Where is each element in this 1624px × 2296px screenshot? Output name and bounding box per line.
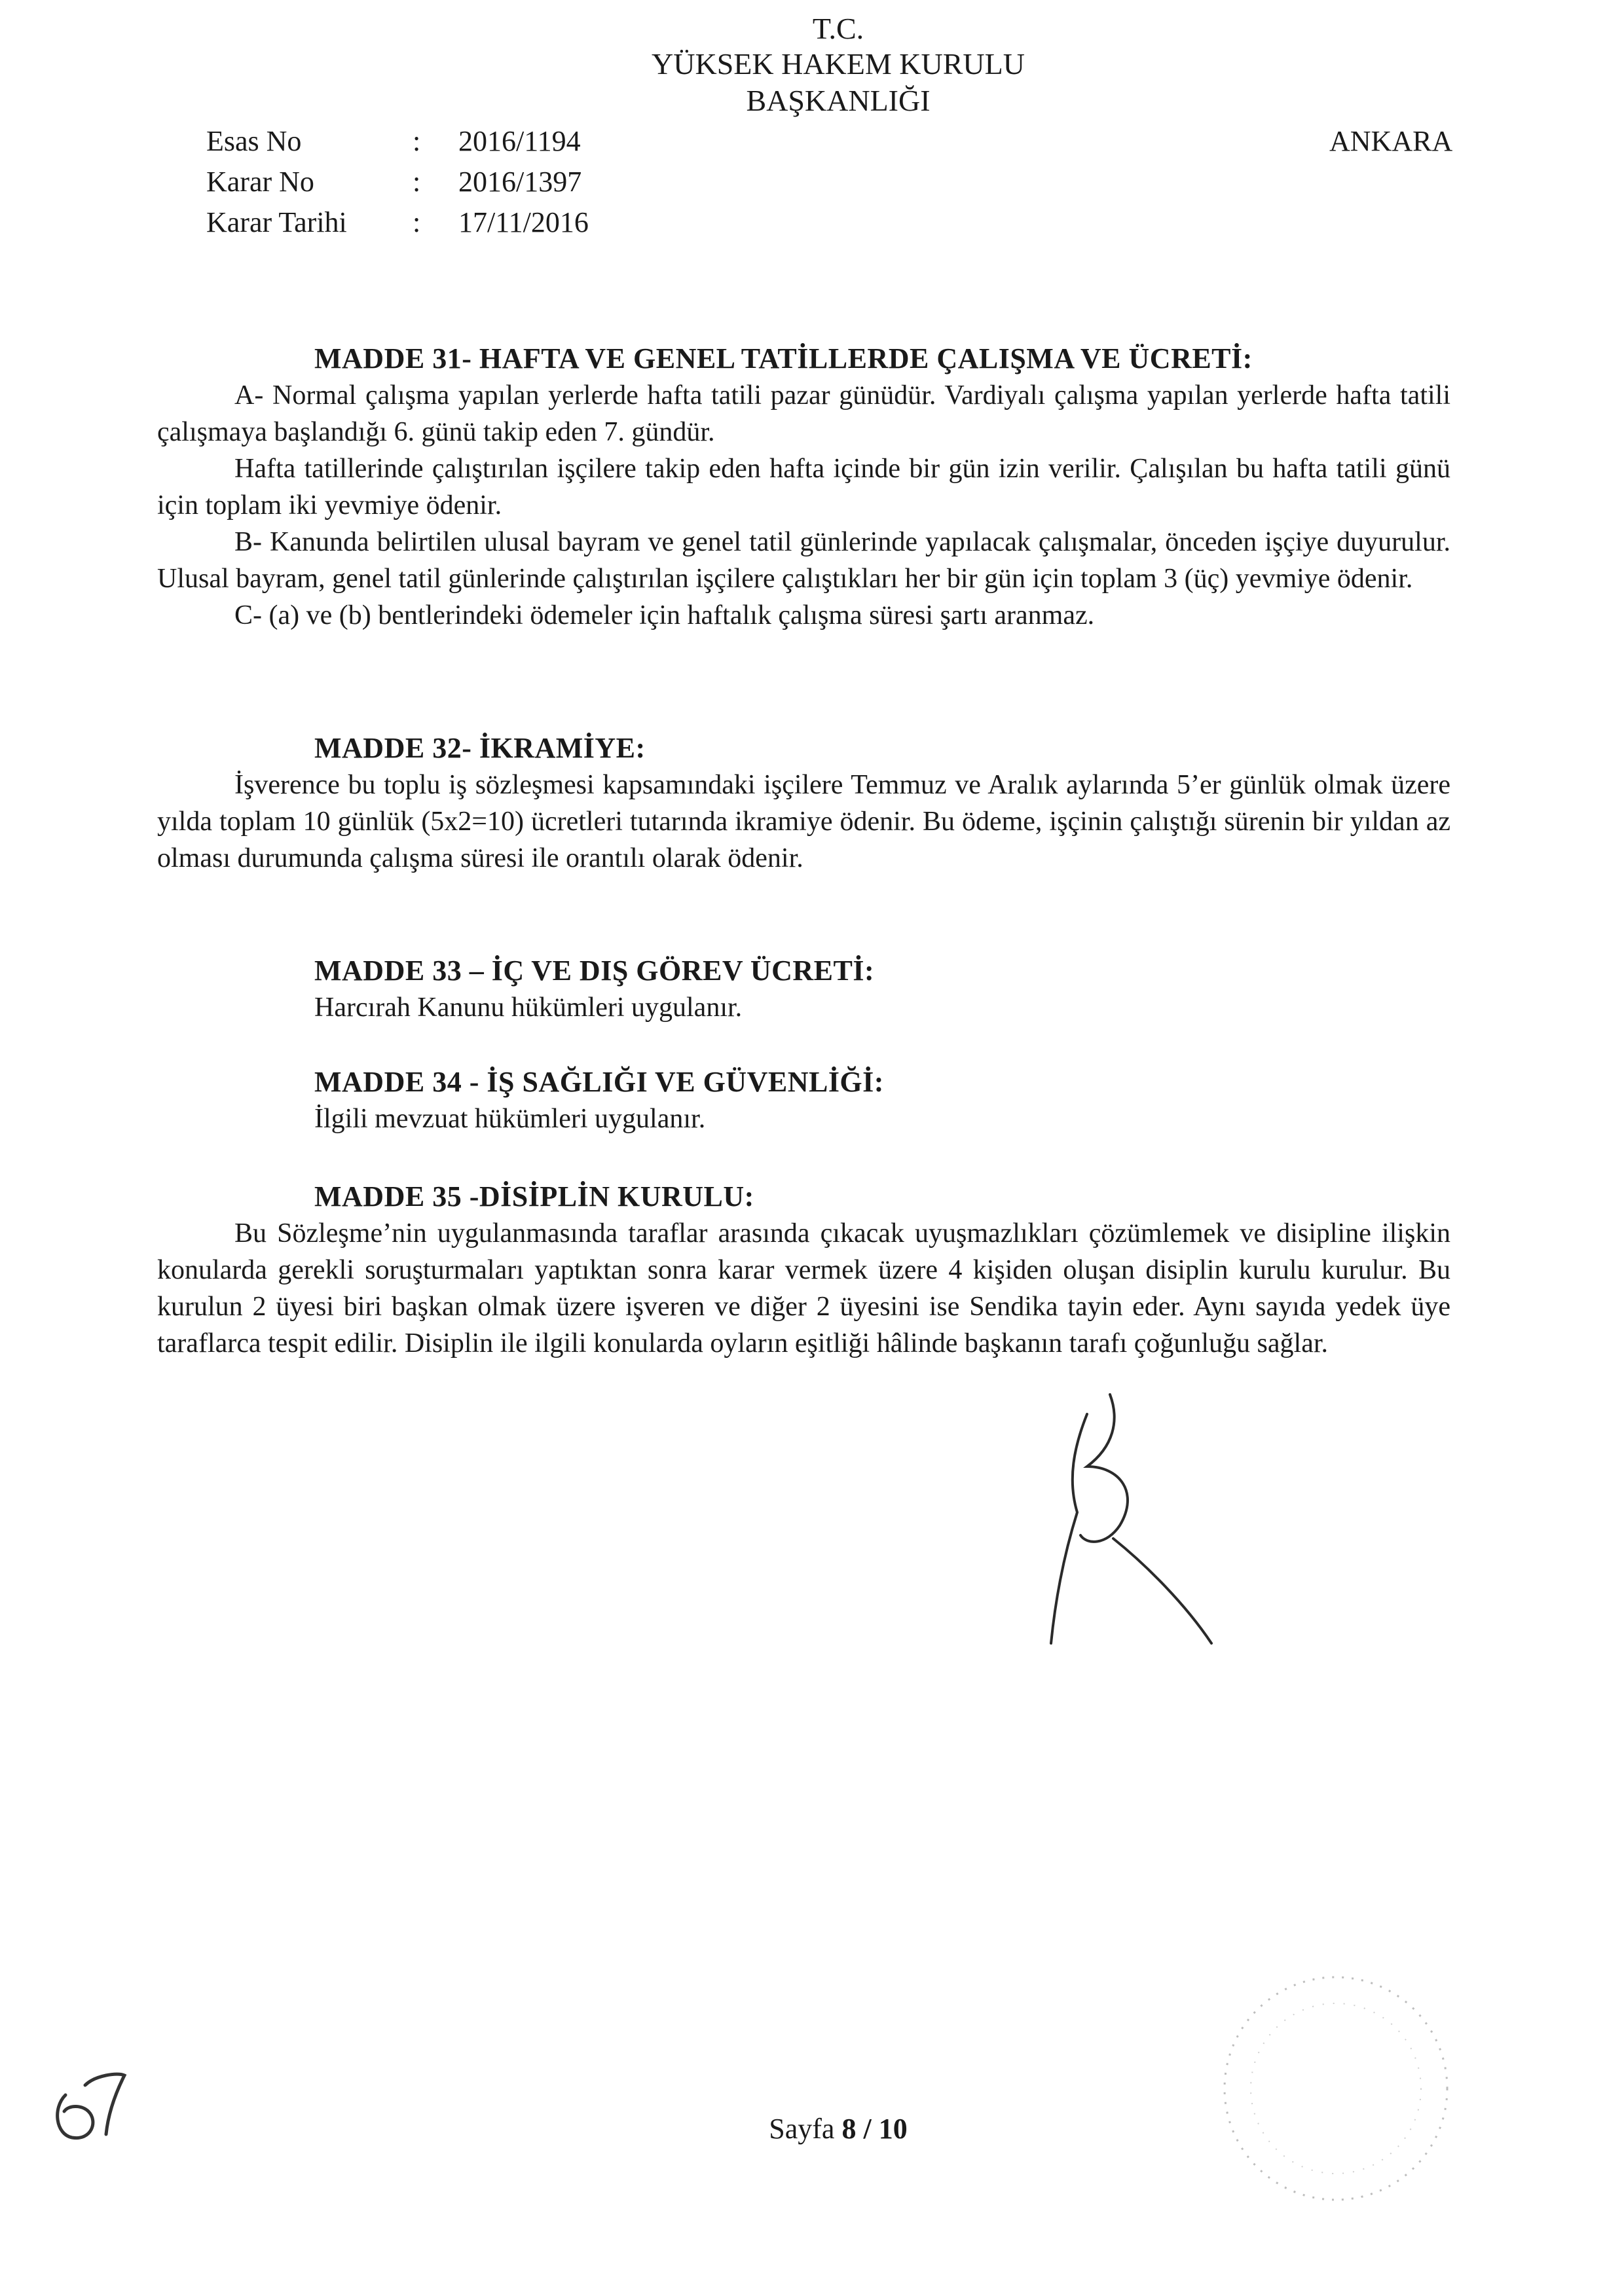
- paragraph: B- Kanunda belirtilen ulusal bayram ve genel tatil günlerinde yapılacak çalışmalar, önceden işçiye duyurulur. Ulusal bayram, genel tatil günlerinde çalıştırılan işçilere çalıştıkları her bir gün için toplam 3 (üç) yevmiye ödenir.: [157, 527, 1450, 594]
- paragraph: Harcırah Kanunu hükümleri uygulanır.: [314, 993, 743, 1023]
- paragraph: A- Normal çalışma yapılan yerlerde hafta tatili pazar günüdür. Vardiyalı çalışma yapılan yerlerde hafta tatili çalışmaya başlandığı 6. günü takip eden 7. gündür.: [157, 380, 1450, 447]
- paragraph: Bu Sözleşme’nin uygulanmasında taraflar arasında çıkacak uyuşmazlıkları çözümlemek ve disipline ilişkin konularda gerekli soruşturmaları yaptıktan sonra karar vermek üzere 4 kişiden oluşan disiplin kurulu kurulur. Bu kurulun 2 üyesi biri başkan olmak üzere işveren ve diğer 2 üyesini ise Sendika tayin eder. Aynı sayıda yedek üye taraflarca tespit edilir. Disiplin ile ilgili konularda oyların eşitliği hâlinde başkanın tarafı çoğunluğu sağlar.: [157, 1218, 1450, 1358]
- meta-label: Karar No: [206, 166, 314, 198]
- paragraph: Hafta tatillerinde çalıştırılan işçilere takip eden hafta içinde bir gün izin verilir. Çalışılan bu hafta tatili günü için toplam iki yevmiye ödenir.: [157, 454, 1450, 520]
- section-madde-33: [314, 953, 1450, 1026]
- section-title: MADDE 34 - İŞ SAĞLIĞI VE GÜVENLİĞİ:: [314, 1066, 884, 1098]
- city-label: ANKARA: [1329, 125, 1453, 157]
- page-sep: /: [863, 2113, 872, 2145]
- section-madde-31: [157, 340, 1450, 634]
- page-current: 8: [841, 2113, 857, 2145]
- meta-row-esas: [206, 121, 589, 162]
- meta-label: Karar Tarihi: [206, 206, 347, 238]
- signature-mark: [1048, 1394, 1231, 1656]
- page-prefix: Sayfa: [769, 2113, 835, 2145]
- section-madde-35: [157, 1178, 1450, 1362]
- section-title: MADDE 33 – İÇ VE DIŞ GÖREV ÜCRETİ:: [314, 955, 875, 987]
- paragraph: C- (a) ve (b) bentlerindeki ödemeler için haftalık çalışma süresi şartı aranmaz.: [234, 600, 1095, 630]
- section-title: MADDE 31- HAFTA VE GENEL TATİLLERDE ÇALIŞMA VE ÜCRETİ:: [314, 342, 1253, 374]
- meta-row-karar: [206, 162, 589, 202]
- meta-label: Esas No: [206, 125, 302, 157]
- case-meta: [206, 121, 589, 243]
- section-title: MADDE 32- İKRAMİYE:: [314, 732, 646, 764]
- meta-row-tarih: [206, 202, 589, 243]
- meta-colon: :: [413, 125, 421, 157]
- page-number: [0, 2112, 1624, 2145]
- meta-value: 17/11/2016: [458, 206, 589, 238]
- meta-colon: :: [413, 166, 421, 198]
- meta-value: 2016/1397: [458, 166, 582, 198]
- meta-colon: :: [413, 206, 421, 238]
- section-madde-32: [157, 730, 1450, 877]
- meta-value: 2016/1194: [458, 125, 581, 157]
- paragraph: İşverence bu toplu iş sözleşmesi kapsamındaki işçilere Temmuz ve Aralık aylarında 5’er günlük olmak üzere yılda toplam 10 günlük (5x2=10) ücretleri tutarında ikramiye ödenir. Bu ödeme, işçinin çalıştığı sürenin bir yıldan az olması durumunda çalışma süresi ile orantılı olarak ödenir.: [157, 770, 1450, 873]
- page-total: 10: [878, 2113, 908, 2145]
- header-presidency: BAŞKANLIĞI: [746, 84, 931, 117]
- section-madde-34: [314, 1064, 1450, 1137]
- header-institution: YÜKSEK HAKEM KURULU: [652, 47, 1025, 81]
- faint-stamp-mark: [1211, 1951, 1460, 2226]
- paragraph: İlgili mevzuat hükümleri uygulanır.: [314, 1104, 706, 1134]
- section-title: MADDE 35 -DİSİPLİN KURULU:: [314, 1180, 754, 1212]
- header-tc: T.C.: [812, 12, 864, 45]
